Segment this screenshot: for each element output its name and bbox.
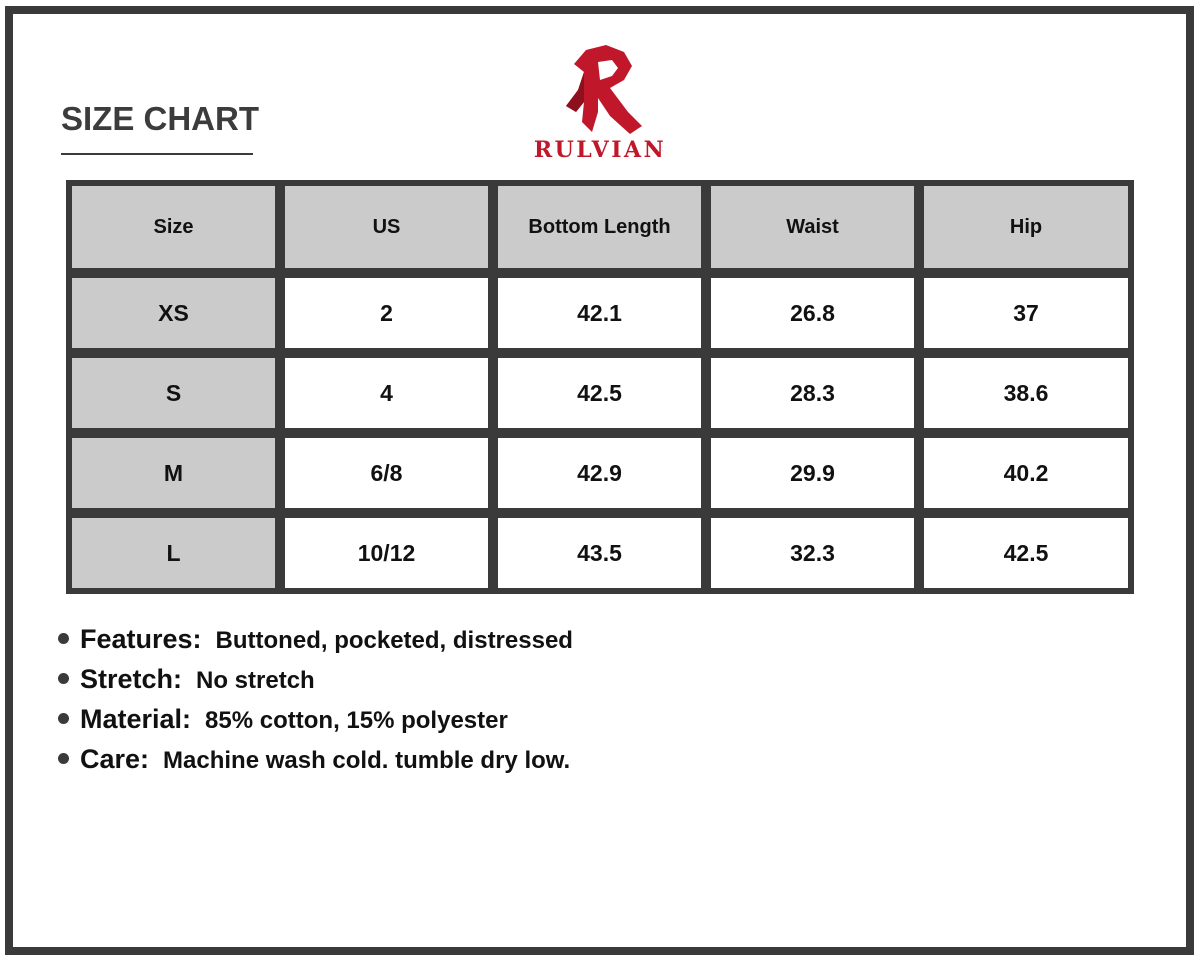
bullet-icon	[58, 633, 69, 644]
header-hip: Hip	[924, 186, 1128, 268]
row-l-waist: 32.3	[711, 518, 914, 588]
row-xs-bottom-length: 42.1	[498, 278, 701, 348]
spec-value: 85% cotton, 15% polyester	[205, 707, 508, 734]
header-size: Size	[72, 186, 275, 268]
row-l-size: L	[72, 518, 275, 588]
brand-logo	[520, 42, 680, 166]
spec-stretch	[58, 664, 573, 704]
header-waist: Waist	[711, 186, 914, 268]
page-title: SIZE CHART	[61, 100, 259, 137]
row-xs-us: 2	[285, 278, 488, 348]
bullet-icon	[58, 753, 69, 764]
row-l-hip: 42.5	[924, 518, 1128, 588]
size-table	[66, 180, 1134, 594]
row-s-us: 4	[285, 358, 488, 428]
spec-label: Care:	[80, 744, 150, 774]
spec-material	[58, 704, 573, 744]
row-l-bottom-length: 43.5	[498, 518, 701, 588]
header-us: US	[285, 186, 488, 268]
spec-care	[58, 744, 573, 784]
row-xs-size: XS	[72, 278, 275, 348]
row-s-bottom-length: 42.5	[498, 358, 701, 428]
spec-value: No stretch	[196, 667, 315, 694]
title-underline	[61, 153, 253, 155]
row-s-hip: 38.6	[924, 358, 1128, 428]
row-m-bottom-length: 42.9	[498, 438, 701, 508]
row-xs-waist: 26.8	[711, 278, 914, 348]
spec-label: Material:	[80, 704, 192, 734]
rulvian-r-logo-icon	[562, 42, 642, 134]
row-xs-hip: 37	[924, 278, 1128, 348]
brand-wordmark: RULVIAN	[533, 137, 667, 163]
row-m-hip: 40.2	[924, 438, 1128, 508]
row-m-us: 6/8	[285, 438, 488, 508]
spec-label: Features:	[80, 624, 202, 654]
row-s-size: S	[72, 358, 275, 428]
bullet-icon	[58, 713, 69, 724]
header-bottom-length: Bottom Length	[498, 186, 701, 268]
row-l-us: 10/12	[285, 518, 488, 588]
spec-label: Stretch:	[80, 664, 183, 694]
row-s-waist: 28.3	[711, 358, 914, 428]
product-specs-list	[58, 624, 573, 784]
spec-value: Machine wash cold. tumble dry low.	[163, 747, 571, 774]
spec-value: Buttoned, pocketed, distressed	[215, 627, 573, 654]
bullet-icon	[58, 673, 69, 684]
row-m-size: M	[72, 438, 275, 508]
spec-features	[58, 624, 573, 664]
row-m-waist: 29.9	[711, 438, 914, 508]
